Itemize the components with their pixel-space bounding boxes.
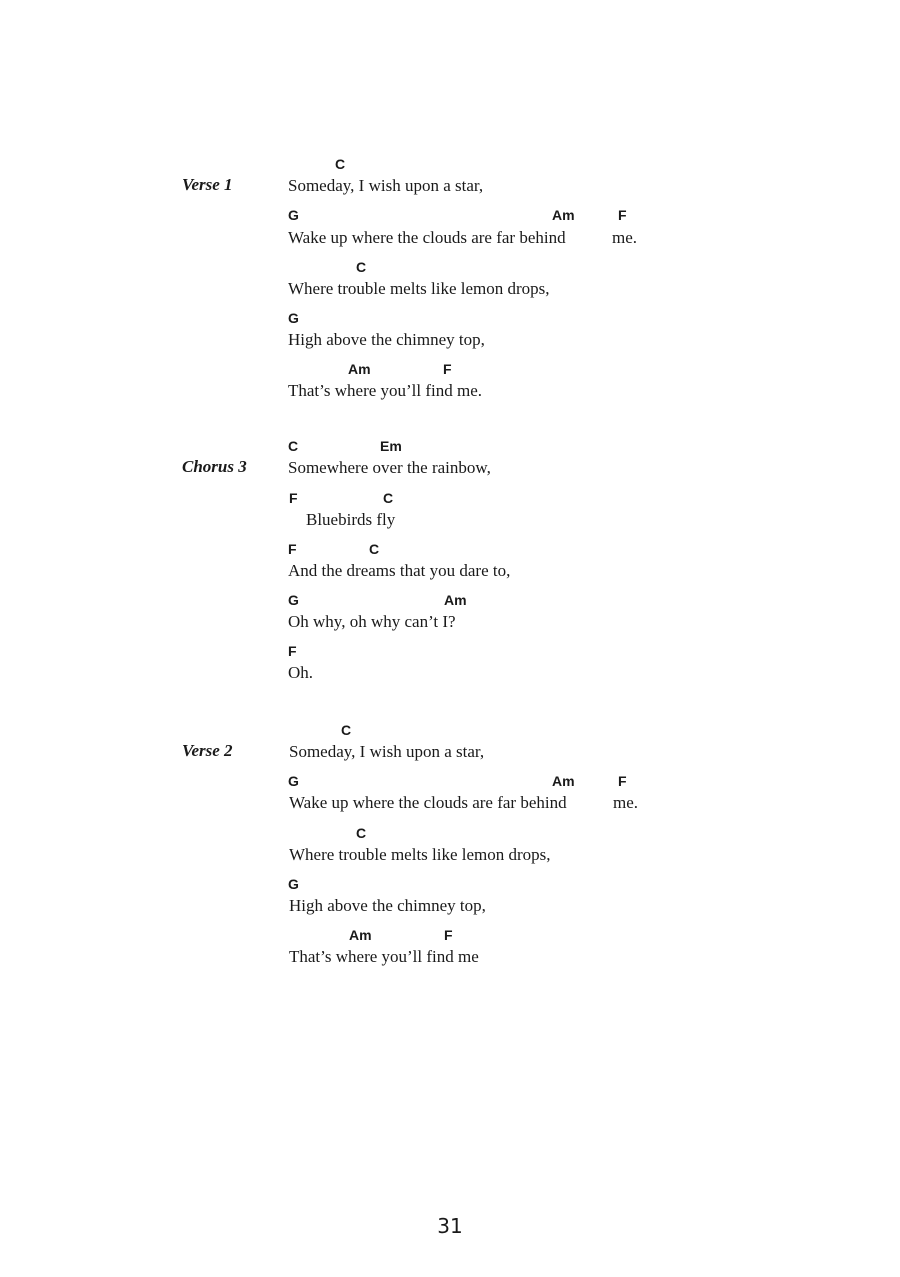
lyric-line: Wake up where the clouds are far behind — [288, 228, 566, 247]
chord-label: C — [341, 722, 352, 738]
chord-label: F — [288, 643, 297, 659]
lyric-line: Somewhere over the rainbow, — [288, 458, 491, 477]
chord-label: C — [335, 156, 346, 172]
chord-label: C — [356, 825, 367, 841]
chord-label: C — [356, 259, 367, 275]
lyric-line: Wake up where the clouds are far behind — [289, 793, 567, 812]
chord-label: Em — [380, 438, 402, 454]
section-label-verse-1: Verse 1 — [182, 175, 233, 194]
chord-label: Am — [348, 361, 371, 377]
chord-label: F — [618, 207, 627, 223]
chord-label: F — [443, 361, 452, 377]
lyric-line: Oh. — [288, 663, 314, 682]
chord-label: G — [288, 310, 299, 326]
chord-label: Am — [552, 207, 575, 223]
chord-label: Am — [444, 592, 467, 608]
lyric-line-tail: me. — [613, 793, 639, 812]
chord-label: C — [383, 490, 394, 506]
chord-label: F — [444, 927, 453, 943]
section-label-verse-2: Verse 2 — [182, 741, 233, 760]
lyric-line: High above the chimney top, — [288, 330, 485, 349]
lyric-line: And the dreams that you dare to, — [288, 561, 511, 580]
chord-label: C — [288, 438, 299, 454]
lyric-line: Where trouble melts like lemon drops, — [289, 845, 551, 864]
lyric-line: Someday, I wish upon a star, — [289, 742, 485, 761]
chord-label: Am — [349, 927, 372, 943]
section-label-chorus-3: Chorus 3 — [182, 457, 247, 476]
chord-label: Am — [552, 773, 575, 789]
lyric-line: That’s where you’ll find me — [289, 947, 479, 966]
lyric-line: Where trouble melts like lemon drops, — [288, 279, 550, 298]
chord-label: G — [288, 876, 299, 892]
chord-label: G — [288, 592, 299, 608]
lyric-line: High above the chimney top, — [289, 896, 486, 915]
chord-label: F — [288, 541, 297, 557]
chord-label: C — [369, 541, 380, 557]
chord-label: G — [288, 207, 299, 223]
lyric-line: Oh why, oh why can’t I? — [288, 612, 456, 631]
page-number: 31 — [437, 1214, 463, 1238]
chord-label: F — [618, 773, 627, 789]
lyric-line: That’s where you’ll find me. — [288, 381, 483, 400]
lyric-line: Bluebirds fly — [306, 510, 396, 529]
chord-label: F — [289, 490, 298, 506]
lyric-line-tail: me. — [612, 228, 638, 247]
lyric-line: Someday, I wish upon a star, — [288, 176, 484, 195]
chord-label: G — [288, 773, 299, 789]
